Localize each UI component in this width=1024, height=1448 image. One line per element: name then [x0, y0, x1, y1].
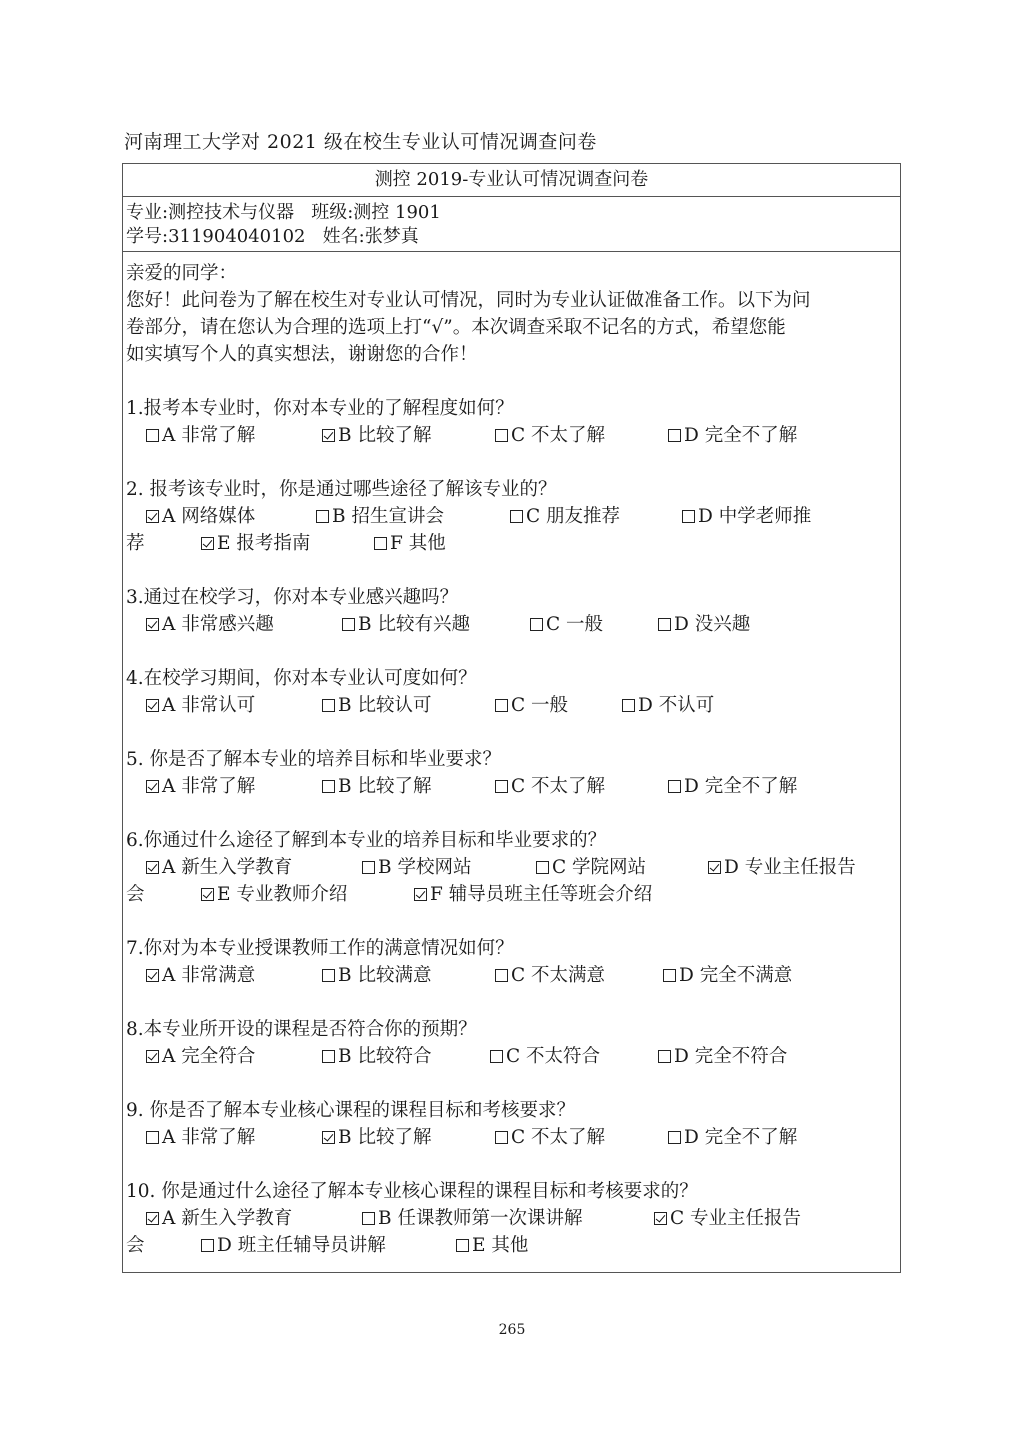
checked-checkbox-icon[interactable] [146, 618, 159, 631]
question-title: 10. 你是通过什么途径了解本专业核心课程的课程目标和考核要求的？ [126, 1181, 698, 1202]
option-label: E 专业教师介绍 [217, 884, 348, 905]
checked-checkbox-icon[interactable] [414, 888, 427, 901]
option-label: B 比较了解 [338, 776, 432, 797]
option-row [126, 1124, 897, 1151]
checkbox-icon[interactable] [536, 861, 549, 874]
checkbox-icon[interactable] [362, 1212, 375, 1225]
option[interactable] [668, 422, 797, 449]
checked-checkbox-icon[interactable] [654, 1212, 667, 1225]
option-label: A 非常感兴趣 [162, 614, 274, 635]
option-label: C 一般 [511, 695, 569, 716]
option[interactable] [654, 1205, 801, 1232]
option[interactable] [322, 773, 431, 800]
checked-checkbox-icon[interactable] [708, 861, 721, 874]
option[interactable] [622, 692, 714, 719]
checked-checkbox-icon[interactable] [146, 1050, 159, 1063]
checkbox-icon[interactable] [322, 969, 335, 982]
option[interactable] [201, 881, 347, 908]
option-label: C 不太了解 [511, 425, 606, 446]
option[interactable] [316, 503, 444, 530]
option-label: F 其他 [390, 533, 446, 554]
option[interactable] [146, 611, 274, 638]
checkbox-icon[interactable] [530, 618, 543, 631]
option-label: A 完全符合 [162, 1046, 256, 1067]
option-label: B 比较有兴趣 [358, 614, 470, 635]
checked-checkbox-icon[interactable] [201, 888, 214, 901]
option-label: D 完全不符合 [674, 1046, 788, 1067]
option-label: D 专业主任报告 [724, 857, 856, 878]
option-label: D 完全不了解 [684, 776, 798, 797]
question [126, 1097, 897, 1151]
checkbox-icon[interactable] [146, 1131, 159, 1144]
question [126, 746, 897, 800]
option[interactable] [342, 611, 470, 638]
option-label: A 新生入学教育 [162, 1208, 293, 1229]
option-label: D 没兴趣 [674, 614, 751, 635]
option-label: F 辅导员班主任等班会介绍 [430, 884, 653, 905]
option-row-continued [126, 1232, 897, 1259]
option-label: B 任课教师第一次课讲解 [378, 1208, 583, 1229]
option-label: A 网络媒体 [162, 506, 256, 527]
checkbox-icon[interactable] [658, 1050, 671, 1063]
question-title: 8.本专业所开设的课程是否符合你的预期？ [126, 1019, 477, 1040]
document-title: 河南理工大学对 2021 级在校生专业认可情况调查问卷 [124, 131, 597, 153]
checkbox-icon[interactable] [495, 1131, 508, 1144]
intro-greeting: 亲爱的同学： [126, 263, 238, 284]
option-label: B 学校网站 [378, 857, 472, 878]
question-title: 2. 报考该专业时，你是通过哪些途径了解该专业的？ [126, 479, 557, 500]
option-label: A 非常了解 [162, 425, 256, 446]
option[interactable] [668, 773, 797, 800]
option-label: D 不认可 [638, 695, 715, 716]
question [126, 1178, 897, 1259]
option-label: C 不太满意 [511, 965, 606, 986]
option-label: C 不太符合 [506, 1046, 601, 1067]
question [126, 395, 897, 449]
checked-checkbox-icon[interactable] [322, 429, 335, 442]
option[interactable] [322, 692, 431, 719]
checked-checkbox-icon[interactable] [146, 969, 159, 982]
checkbox-icon[interactable] [146, 429, 159, 442]
checkbox-icon[interactable] [316, 510, 329, 523]
option-label: D 班主任辅导员讲解 [217, 1235, 386, 1256]
question-title: 4.在校学习期间，你对本专业认可度如何？ [126, 668, 477, 689]
option[interactable] [146, 1124, 255, 1151]
checkbox-icon[interactable] [622, 699, 635, 712]
checked-checkbox-icon[interactable] [201, 537, 214, 550]
option-row [126, 503, 897, 530]
option[interactable] [201, 1232, 386, 1259]
option[interactable] [490, 1043, 600, 1070]
option-label: C 学院网站 [552, 857, 647, 878]
option[interactable] [146, 962, 255, 989]
option[interactable] [362, 1205, 582, 1232]
option[interactable] [146, 422, 255, 449]
checkbox-icon[interactable] [495, 780, 508, 793]
checkbox-icon[interactable] [495, 969, 508, 982]
page-number: 265 [498, 1322, 526, 1338]
option[interactable] [658, 611, 750, 638]
wrapped-text: 荐 [126, 533, 145, 554]
option-label: C 专业主任报告 [670, 1208, 802, 1229]
option[interactable] [495, 773, 605, 800]
question-list [126, 395, 897, 1259]
option[interactable] [362, 854, 471, 881]
checkbox-icon[interactable] [490, 1050, 503, 1063]
option-label: A 非常满意 [162, 965, 256, 986]
option-row [126, 422, 897, 449]
option[interactable] [146, 503, 255, 530]
checkbox-icon[interactable] [663, 969, 676, 982]
checkbox-icon[interactable] [322, 1050, 335, 1063]
checkbox-icon[interactable] [322, 780, 335, 793]
wrapped-text: 会 [126, 884, 145, 905]
option[interactable] [146, 854, 292, 881]
option-label: C 一般 [546, 614, 604, 635]
option-label: E 其他 [472, 1235, 529, 1256]
option-row-continued [126, 530, 897, 557]
checkbox-icon[interactable] [668, 1131, 681, 1144]
option-label: D 完全不满意 [679, 965, 793, 986]
option-label: C 不太了解 [511, 776, 606, 797]
major-class-line: 专业:测控技术与仪器 班级:测控 1901 [126, 202, 441, 223]
option[interactable] [146, 1043, 255, 1070]
option[interactable] [322, 1043, 431, 1070]
option-label: B 比较了解 [338, 425, 432, 446]
option[interactable] [322, 422, 431, 449]
survey-form [122, 163, 901, 1273]
question [126, 476, 897, 557]
wrapped-text: 会 [126, 1235, 145, 1256]
checkbox-icon[interactable] [668, 780, 681, 793]
intro [126, 260, 897, 368]
checkbox-icon[interactable] [668, 429, 681, 442]
option-label: C 朋友推荐 [526, 506, 621, 527]
form-body [123, 260, 900, 1259]
option[interactable] [708, 854, 856, 881]
option[interactable] [682, 503, 811, 530]
option-label: B 招生宣讲会 [332, 506, 444, 527]
question-title: 9. 你是否了解本专业核心课程的课程目标和考核要求？ [126, 1100, 576, 1121]
question-title: 5. 你是否了解本专业的培养目标和毕业要求？ [126, 749, 502, 770]
checkbox-icon[interactable] [362, 861, 375, 874]
checkbox-icon[interactable] [201, 1239, 214, 1252]
checkbox-icon[interactable] [495, 429, 508, 442]
checkbox-icon[interactable] [374, 537, 387, 550]
option-row [126, 962, 897, 989]
option[interactable] [663, 962, 792, 989]
question [126, 827, 897, 908]
option-label: E 报考指南 [217, 533, 311, 554]
option[interactable] [510, 503, 620, 530]
option-label: B 比较满意 [338, 965, 432, 986]
option-label: D 中学老师推 [698, 506, 812, 527]
checked-checkbox-icon[interactable] [322, 1131, 335, 1144]
option-label: A 非常了解 [162, 1127, 256, 1148]
option-label: D 完全不了解 [684, 425, 798, 446]
intro-line: 卷部分，请在您认为合理的选项上打“√”。本次调查采取不记名的方式，希望您能 [126, 317, 786, 338]
option-row [126, 1205, 897, 1232]
checkbox-icon[interactable] [495, 699, 508, 712]
option-label: B 比较符合 [338, 1046, 432, 1067]
option[interactable] [146, 1205, 292, 1232]
option-label: A 非常认可 [162, 695, 256, 716]
option[interactable] [495, 422, 605, 449]
option[interactable] [322, 962, 431, 989]
question [126, 584, 897, 638]
intro-line: 您好！此问卷为了解在校生对专业认可情况，同时为专业认证做准备工作。以下为问 [126, 290, 811, 311]
option[interactable] [536, 854, 646, 881]
question-title: 1.报考本专业时，你对本专业的了解程度如何？ [126, 398, 514, 419]
option-label: A 新生入学教育 [162, 857, 293, 878]
option-label: C 不太了解 [511, 1127, 606, 1148]
option[interactable] [456, 1232, 528, 1259]
option-row [126, 854, 897, 881]
form-title: 测控 2019-专业认可情况调查问卷 [123, 164, 900, 197]
option[interactable] [495, 1124, 605, 1151]
option[interactable] [322, 1124, 431, 1151]
question-title: 6.你通过什么途径了解到本专业的培养目标和毕业要求的？ [126, 830, 607, 851]
option-label: B 比较了解 [338, 1127, 432, 1148]
option[interactable] [658, 1043, 787, 1070]
option[interactable] [146, 773, 255, 800]
checkbox-icon[interactable] [510, 510, 523, 523]
checkbox-icon[interactable] [342, 618, 355, 631]
checkbox-icon[interactable] [658, 618, 671, 631]
option-row [126, 611, 897, 638]
option[interactable] [495, 692, 568, 719]
option-row [126, 692, 897, 719]
option-label: A 非常了解 [162, 776, 256, 797]
id-name-line: 学号:311904040102 姓名:张梦真 [126, 226, 419, 247]
question-title: 7.你对为本专业授课教师工作的满意情况如何？ [126, 938, 514, 959]
option[interactable] [530, 611, 603, 638]
option[interactable] [146, 692, 255, 719]
checked-checkbox-icon[interactable] [146, 861, 159, 874]
checked-checkbox-icon[interactable] [146, 1212, 159, 1225]
checked-checkbox-icon[interactable] [146, 510, 159, 523]
student-info [123, 197, 900, 252]
checked-checkbox-icon[interactable] [146, 780, 159, 793]
checked-checkbox-icon[interactable] [146, 699, 159, 712]
question-title: 3.通过在校学习，你对本专业感兴趣吗？ [126, 587, 459, 608]
option-row [126, 1043, 897, 1070]
option[interactable] [201, 530, 310, 557]
option-row [126, 773, 897, 800]
checkbox-icon[interactable] [682, 510, 695, 523]
intro-line: 如实填写个人的真实想法，谢谢您的合作！ [126, 344, 478, 365]
option[interactable] [668, 1124, 797, 1151]
question [126, 665, 897, 719]
question [126, 935, 897, 989]
option-label: B 比较认可 [338, 695, 432, 716]
checkbox-icon[interactable] [322, 699, 335, 712]
question [126, 1016, 897, 1070]
option-row-continued [126, 881, 897, 908]
option[interactable] [374, 530, 446, 557]
option[interactable] [495, 962, 605, 989]
option-label: D 完全不了解 [684, 1127, 798, 1148]
checkbox-icon[interactable] [456, 1239, 469, 1252]
option[interactable] [414, 881, 652, 908]
